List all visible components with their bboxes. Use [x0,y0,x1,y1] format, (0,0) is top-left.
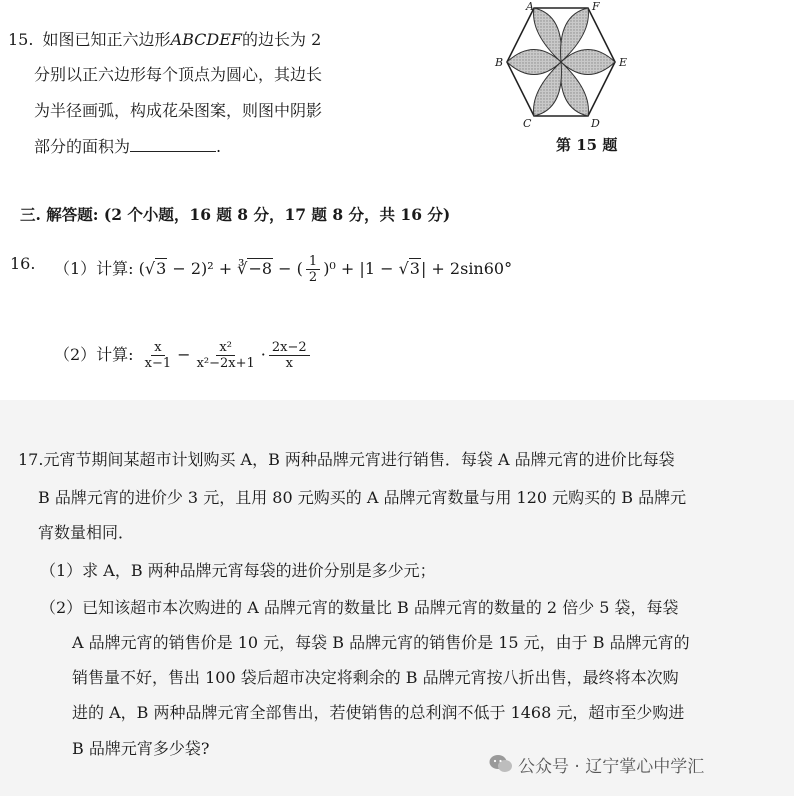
q17-line2: B 品牌元宵的进价少 3 元，且用 80 元购买的 A 品牌元宵数量与用 120 元购买的 B 品牌元 [38,488,687,507]
label-f: F [592,0,600,13]
label-a: A [526,0,534,13]
q17-part2-line4: 进的 A，B 两种品牌元宵全部售出，若使销售的总利润不低于 1468 元，超市至少购进 [72,703,685,722]
wechat-icon [489,754,513,774]
hexagon-flower-figure [478,0,648,132]
watermark-text: 公众号 · 辽宁掌心中学汇 [518,757,705,777]
label-e: E [619,56,628,69]
q17-line1: 17.元宵节期间某超市计划购买 A，B 两种品牌元宵进行销售．每袋 A 品牌元宵的进价比每袋 [18,450,675,469]
q15-line3: 为半径画弧，构成花朵图案，则图中阴影 [34,101,323,120]
q17-part2-line5: B 品牌元宵多少袋? [72,739,210,758]
figure-caption: 第 15 题 [556,136,618,154]
label-d: D [591,117,600,130]
q17-part1: （1）求 A，B 两种品牌元宵每袋的进价分别是多少元； [40,561,436,580]
q16-part2: （2）计算: $\frac{x}{x-1}$ − $\frac{\text{x²}}{\text{x²−2x+1}}$ · $\frac{2x-2}{x}$ [54,340,313,371]
q17-part2-line1: （2）已知该超市本次购进的 A 品牌元宵的数量比 B 品牌元宵的数量的 2 倍少 5 袋，每袋 [40,598,679,617]
q16-part1: （1）计算: (√3 − 2)² + ∛−8 − ( $\frac{1}{2}$ )⁰ + |1 − √3| + 2sin60° [54,254,513,285]
q16-part1-expr: (√3 − 2)² + ∛−8 − ( $\frac{1}{2}$ )⁰ + |1 − √3| + 2sin60° [138,254,513,285]
q16-part2-expr: $\frac{x}{x-1}$ − $\frac{\text{x²}}{\text{x²−2x+1}}$ · $\frac{2x-2}{x}$ [139,345,313,364]
label-b: B [495,56,504,69]
q17-part2-line2: A 品牌元宵的销售价是 10 元，每袋 B 品牌元宵的销售价是 15 元，由于 B 品牌元宵的 [72,633,690,652]
q15-line2: 分别以正六边形每个顶点为圆心，其边长 [34,65,323,84]
answer-blank [130,137,216,152]
q15-line1: 15. 如图已知正六边形ABCDEF的边长为 2 [8,30,322,49]
q17-line3: 宵数量相同． [38,523,135,542]
section-heading: 三. 解答题: (2 个小题，16 题 8 分，17 题 8 分，共 16 分) [20,205,451,224]
label-c: C [523,117,532,130]
q15-line4: 部分的面积为 . [34,137,222,156]
q17-part2-line3: 销售量不好，售出 100 袋后超市决定将剩余的 B 品牌元宵按八折出售，最终将本次购 [72,668,679,687]
q16-number: 16. [10,254,36,273]
